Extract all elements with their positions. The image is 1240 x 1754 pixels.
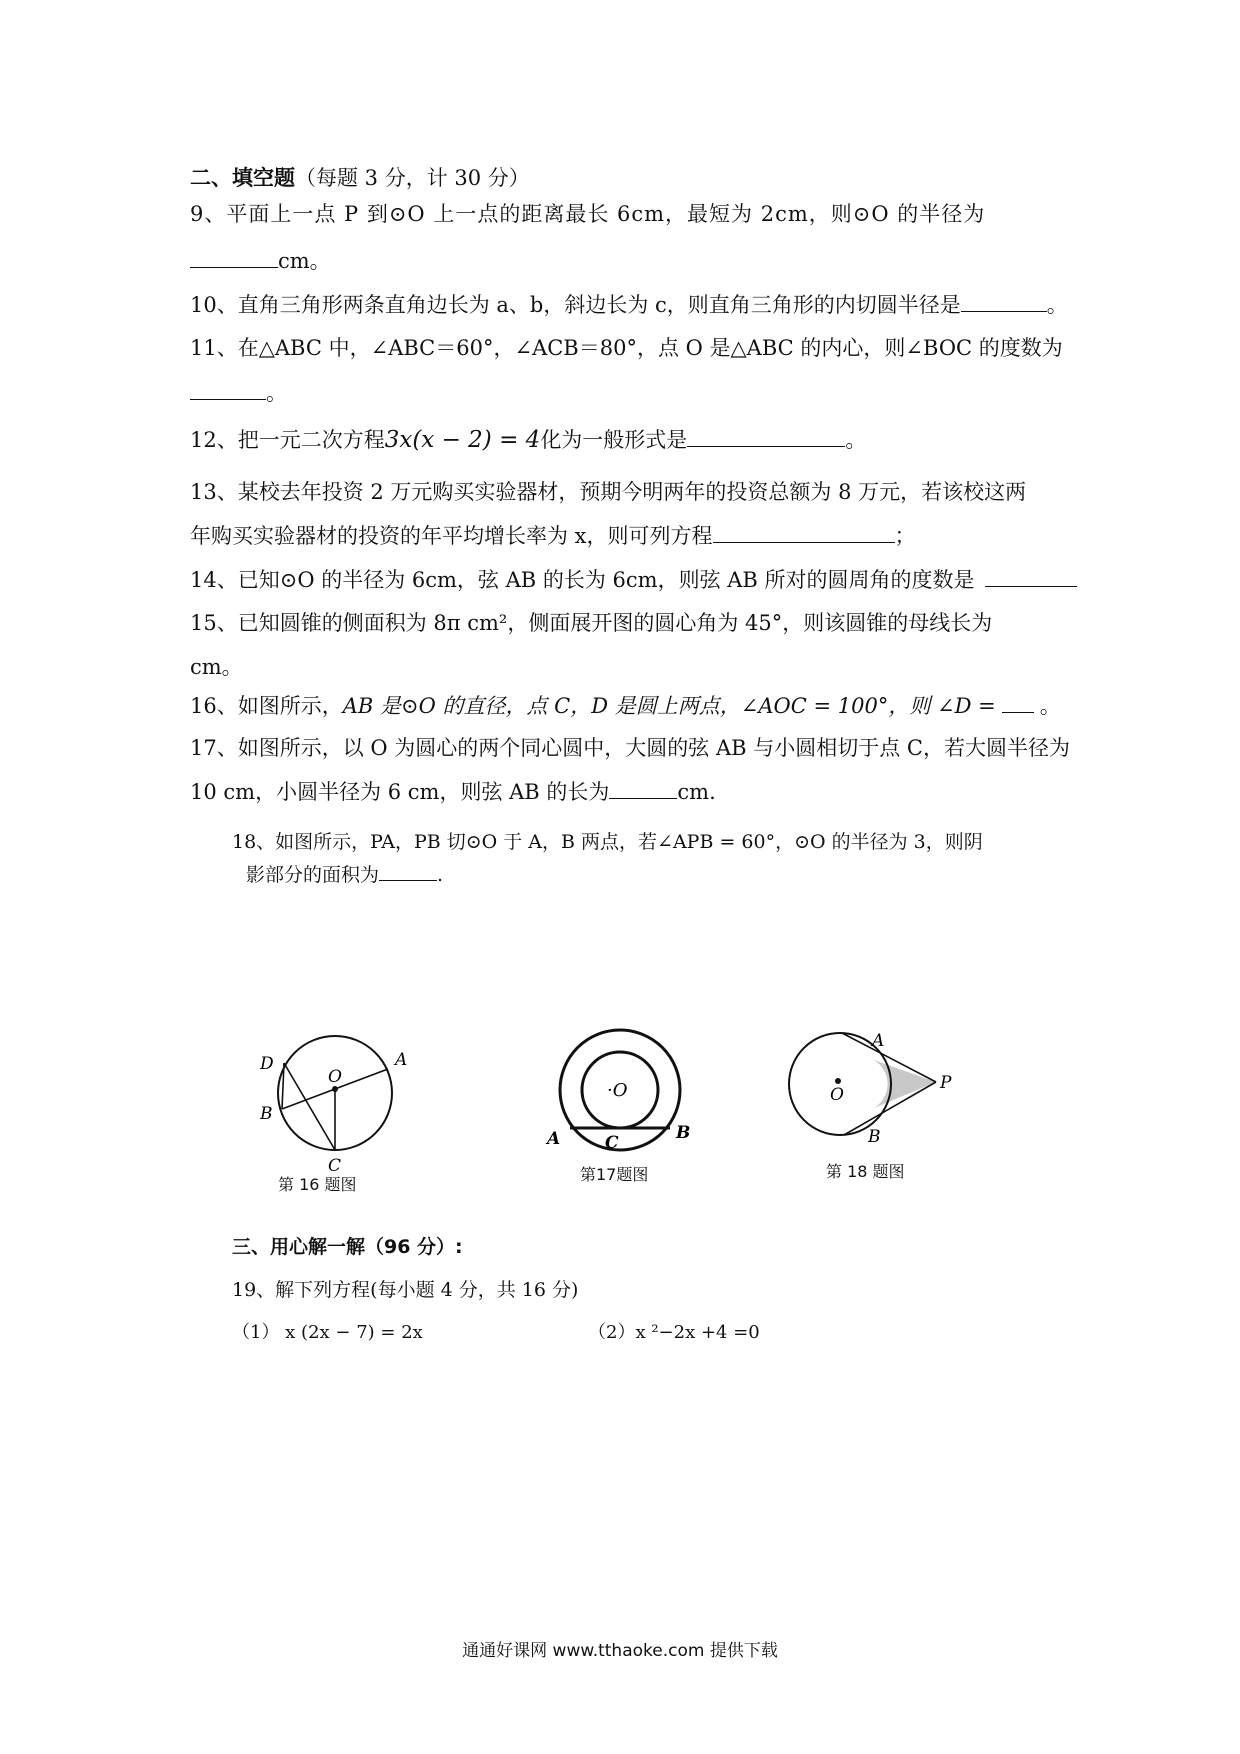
fig17-label-o: ·O [607,1080,628,1101]
q10-blank [961,289,1047,312]
q11-line2 [190,377,287,408]
q15-line2: cm。 [190,655,243,679]
q12-line [190,424,866,455]
q9-blank [190,245,278,268]
q12-equation: 3x(x − 2) = 4 [384,427,541,453]
q11-blank [190,377,266,400]
figure-18 [780,1020,980,1170]
fig17-label-c: C [605,1133,619,1153]
q11-end: 。 [266,381,287,405]
q14-text: 14、已知⊙O 的半径为 6cm，弦 AB 的长为 6cm，则弦 AB 所对的圆周角的度数是 [190,568,975,592]
fig16-label-o: O [328,1067,342,1087]
section2-header [190,163,530,193]
fig17-label-a: A [547,1129,561,1149]
fig18-label-p: P [940,1073,952,1093]
q19-part1: （1） x (2x − 7) = 2x [232,1322,423,1343]
fig18-label-o: O [830,1085,844,1105]
fig17-label-b: B [676,1123,691,1143]
q13-line1: 13、某校去年投资 2 万元购买实验器材，预期今明两年的投资总额为 8 万元，若该校这两 [190,480,1027,504]
q10-end: 。 [1046,293,1068,317]
q13-end: ； [894,524,916,548]
q14-line [190,564,1077,595]
q12-end: 。 [845,428,867,452]
q9-line1: 9、平面上一点 P 到⊙O 上一点的距离最长 6cm，最短为 2cm，则⊙O 的半径为 [190,202,986,226]
fig18-caption: 第 18 题图 [826,1162,905,1181]
q17-blank [609,776,677,799]
q12-prefix: 12、把一元二次方程 [190,428,385,452]
fig16-label-a: A [395,1050,408,1070]
q16-line [190,690,1061,721]
q17-end: cm. [677,780,716,804]
footer-text: 通通好课网 www.tthaoke.com 提供下载 [462,1641,778,1661]
q11-line1: 11、在△ABC 中，∠ABC＝60°，∠ACB＝80°，点 O 是△ABC 的内心，则∠BOC 的度数为 [190,336,1063,360]
fig17-caption: 第17题图 [580,1165,649,1184]
q13-blank [713,520,895,543]
fig16-caption: 第 16 题图 [278,1175,357,1194]
q15-line1: 15、已知圆锥的侧面积为 8π cm²，侧面展开图的圆心角为 45°，则该圆锥的母线长为 [190,611,993,635]
q10-text: 10、直角三角形两条直角边长为 a、b，斜边长为 c，则直角三角形的内切圆半径是 [190,293,961,317]
fig16-label-c: C [328,1156,342,1175]
q16-text: AB 是⊙O 的直径，点 C，D 是圆上两点，∠AOC = 100°，则 ∠D = [342,694,996,718]
section2-title: 二、填空题 [190,165,295,190]
q16-prefix: 16、如图所示， [190,694,343,718]
q18-text: 影部分的面积为 [246,864,380,886]
q17-line1: 17、如图所示，以 O 为圆心的两个同心圆中，大圆的弦 AB 与小圆相切于点 C，若大圆半径为 [190,736,1070,760]
q14-blank [985,564,1077,587]
q16-end: 。 [1039,694,1061,718]
fig16-label-d: D [260,1054,274,1074]
q17-text: 10 cm，小圆半径为 6 cm，则弦 AB 的长为 [190,780,610,804]
q16-blank [1002,690,1034,713]
section2-note: （每题 3 分，计 30 分） [295,166,530,190]
q18-end: . [437,864,444,886]
q19-heading: 19、解下列方程(每小题 4 分，共 16 分) [232,1279,579,1301]
q18-line1: 18、如图所示，PA，PB 切⊙O 于 A，B 两点，若∠APB = 60°，⊙O 的半径为 3，则阴 [232,831,983,853]
q9-line2 [190,245,331,276]
section3-title: 三、用心解一解（96 分）: [232,1236,463,1258]
q12-blank [687,424,845,447]
q12-mid: 化为一般形式是 [540,428,688,452]
figure-17 [535,1022,705,1172]
q17-line2 [190,776,716,807]
figure-16 [250,1025,420,1175]
q18-line2 [246,858,443,890]
q18-blank [379,858,437,881]
q13-line2 [190,520,916,551]
q19-part2: （2）x ²−2x +4 =0 [588,1322,760,1343]
fig18-label-b: B [868,1127,881,1147]
q9-unit: cm。 [278,249,331,273]
q10-line [190,289,1068,320]
fig18-label-a: A [872,1031,885,1051]
q13-text: 年购买实验器材的投资的年平均增长率为 x，则可列方程 [190,524,713,548]
fig16-label-b: B [260,1104,273,1124]
